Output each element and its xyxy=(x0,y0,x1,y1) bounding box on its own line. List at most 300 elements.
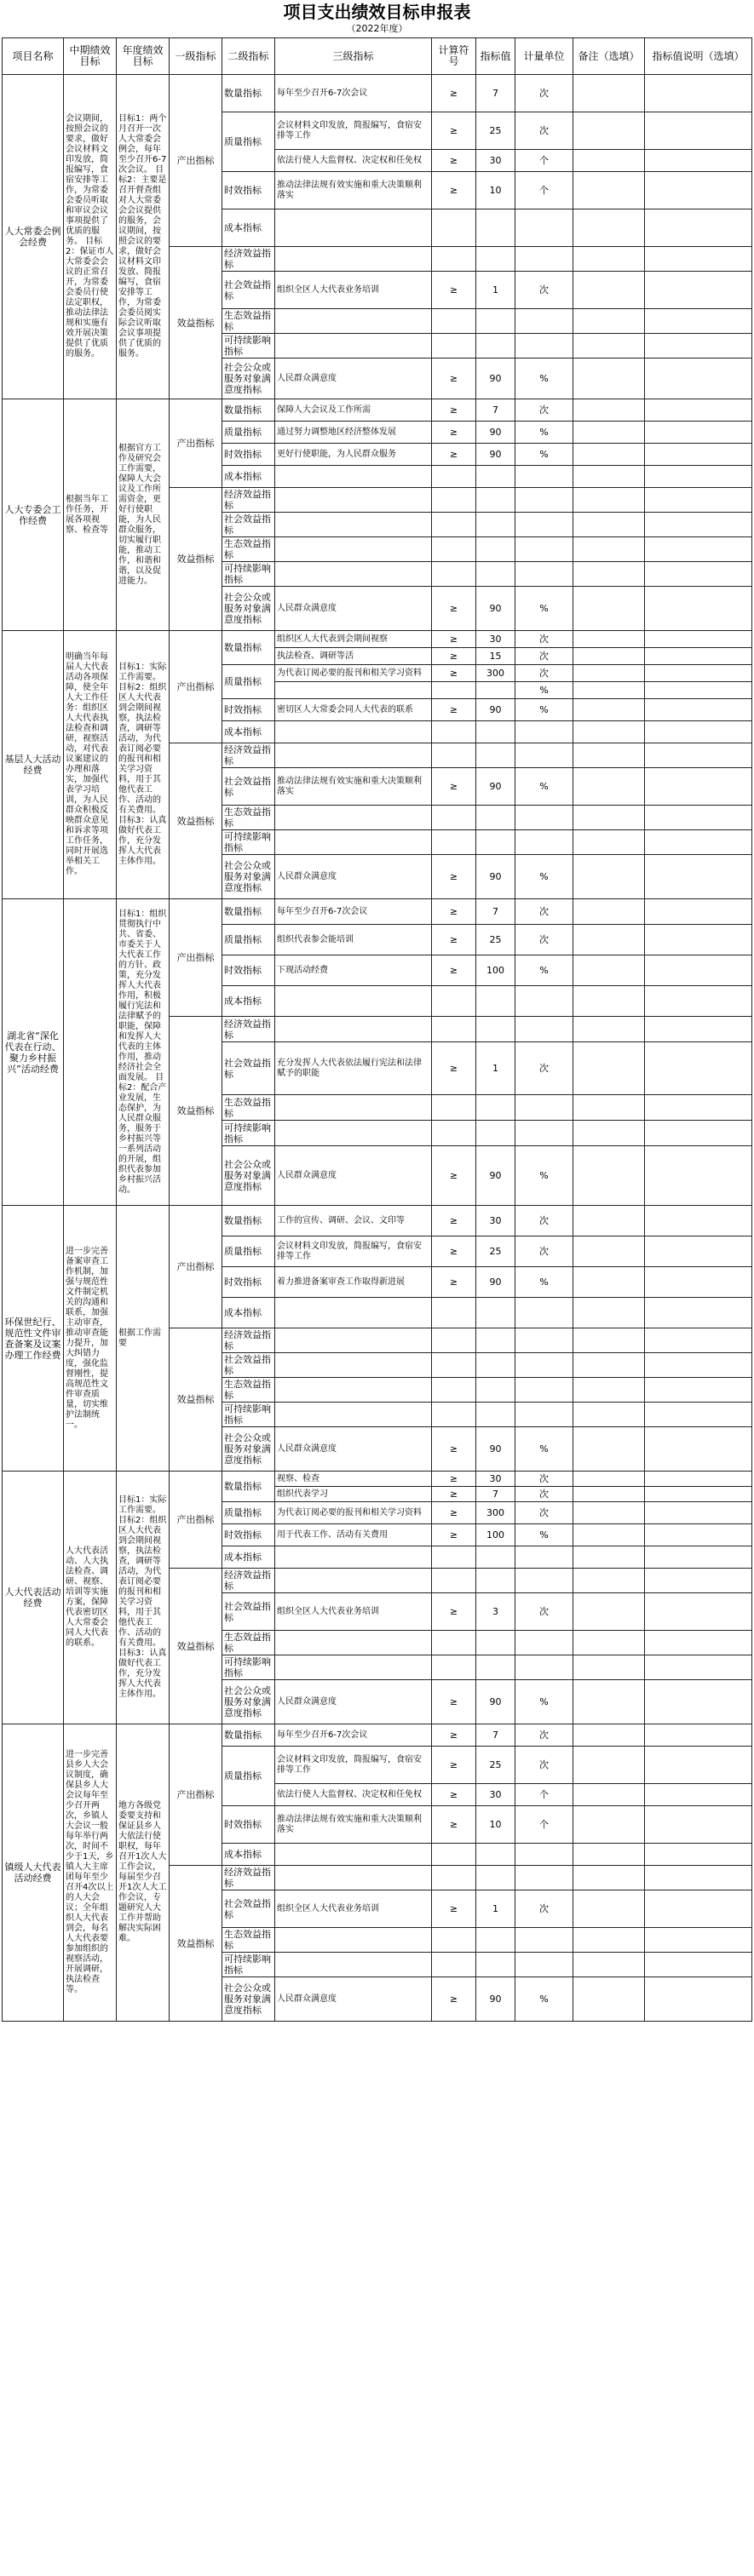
mid-term-goal-cell: 根据当年工作任务，开展各项视察、检查等 xyxy=(64,399,117,631)
value-description-cell xyxy=(645,925,752,955)
unit-cell: 次 xyxy=(515,631,573,648)
indicator-value-cell xyxy=(476,1353,515,1378)
level2-indicator-cell: 社会公众或服务对象满意度指标 xyxy=(222,1146,275,1206)
value-description-cell xyxy=(645,1784,752,1806)
value-description-cell xyxy=(645,587,752,631)
unit-cell: % xyxy=(515,587,573,631)
level2-indicator-cell: 数量指标 xyxy=(222,899,275,925)
level2-indicator-cell: 经济效益指标 xyxy=(222,1328,275,1353)
indicator-value-cell xyxy=(476,1378,515,1403)
operator-cell xyxy=(432,334,476,359)
indicator-value-cell: 30 xyxy=(476,1784,515,1806)
remark-cell xyxy=(573,855,645,899)
unit-cell: 次 xyxy=(515,112,573,150)
operator-cell xyxy=(432,1298,476,1328)
level1-indicator-cell: 产出指标 xyxy=(170,899,222,1017)
remark-cell xyxy=(573,631,645,648)
value-description-cell xyxy=(645,1017,752,1042)
value-description-cell xyxy=(645,1655,752,1680)
level2-indicator-cell: 生态效益指标 xyxy=(222,1631,275,1655)
level2-indicator-cell: 经济效益指标 xyxy=(222,488,275,513)
level2-indicator-cell: 社会效益指标 xyxy=(222,1042,275,1095)
unit-cell: % xyxy=(515,955,573,986)
value-description-cell xyxy=(645,172,752,209)
level3-indicator-cell: 着力推进备案审查工作取得新进展 xyxy=(275,1267,432,1298)
remark-cell xyxy=(573,1328,645,1353)
level2-indicator-cell: 社会效益指标 xyxy=(222,1593,275,1631)
level3-indicator-cell: 视察、检查 xyxy=(275,1472,432,1487)
operator-cell: ≥ xyxy=(432,955,476,986)
indicator-value-cell: 7 xyxy=(476,899,515,925)
indicator-value-cell xyxy=(476,334,515,359)
remark-cell xyxy=(573,986,645,1017)
unit-cell xyxy=(515,513,573,537)
operator-cell xyxy=(432,1569,476,1593)
operator-cell: ≥ xyxy=(432,587,476,631)
level3-indicator-cell xyxy=(275,1569,432,1593)
remark-cell xyxy=(573,1487,645,1502)
level1-indicator-cell: 效益指标 xyxy=(170,1866,222,2022)
level3-indicator-cell: 密切区人大常委会同人大代表的联系 xyxy=(275,699,432,721)
unit-cell: % xyxy=(515,1524,573,1546)
value-description-cell xyxy=(645,648,752,665)
operator-cell: ≥ xyxy=(432,1724,476,1747)
header-cell: 一级指标 xyxy=(170,38,222,75)
remark-cell xyxy=(573,830,645,855)
unit-cell xyxy=(515,1631,573,1655)
level3-indicator-cell: 组织全区人大代表业务培训 xyxy=(275,1890,432,1928)
operator-cell xyxy=(432,537,476,562)
level2-indicator-cell: 社会效益指标 xyxy=(222,1890,275,1928)
value-description-cell xyxy=(645,665,752,682)
indicator-value-cell xyxy=(476,830,515,855)
indicator-value-cell xyxy=(476,1631,515,1655)
level2-indicator-cell: 时效指标 xyxy=(222,1524,275,1546)
unit-cell: 次 xyxy=(515,1502,573,1524)
level2-indicator-cell: 质量指标 xyxy=(222,925,275,955)
level2-indicator-cell: 经济效益指标 xyxy=(222,247,275,272)
indicator-value-cell xyxy=(476,247,515,272)
level3-indicator-cell: 组织区人大代表到会期间视察 xyxy=(275,631,432,648)
remark-cell xyxy=(573,1121,645,1146)
level3-indicator-cell xyxy=(275,334,432,359)
value-description-cell xyxy=(645,1146,752,1206)
remark-cell xyxy=(573,1267,645,1298)
value-description-cell xyxy=(645,1121,752,1146)
remark-cell xyxy=(573,444,645,466)
operator-cell xyxy=(432,1655,476,1680)
level3-indicator-cell xyxy=(275,806,432,830)
indicator-value-cell xyxy=(476,743,515,768)
level2-indicator-cell: 数量指标 xyxy=(222,399,275,422)
indicator-value-cell: 7 xyxy=(476,75,515,112)
level2-indicator-cell: 数量指标 xyxy=(222,631,275,665)
value-description-cell xyxy=(645,1953,752,1977)
level3-indicator-cell xyxy=(275,682,432,699)
level2-indicator-cell: 可持续影响指标 xyxy=(222,1121,275,1146)
header-cell: 三级指标 xyxy=(275,38,432,75)
operator-cell xyxy=(432,466,476,488)
value-description-cell xyxy=(645,1890,752,1928)
level3-indicator-cell xyxy=(275,537,432,562)
operator-cell: ≥ xyxy=(432,272,476,309)
indicator-value-cell: 90 xyxy=(476,855,515,899)
level3-indicator-cell xyxy=(275,1121,432,1146)
operator-cell: ≥ xyxy=(432,112,476,150)
remark-cell xyxy=(573,682,645,699)
header-row xyxy=(3,38,752,75)
indicator-value-cell: 90 xyxy=(476,1680,515,1724)
operator-cell xyxy=(432,806,476,830)
operator-cell xyxy=(432,562,476,587)
level2-indicator-cell: 质量指标 xyxy=(222,1236,275,1267)
remark-cell xyxy=(573,899,645,925)
mid-term-goal-cell: 会议期间，按照会议的要求，做好会议材料文印发放，简报编写，食宿安排等工作，为常委会委员听取和审议会议事项提供了优质的服务。 目标2：保证市人大常委会会议的正常召开，为常委会委员行使法定职权，推动法律法规和实施有效开展决策提供了优质的服务。 xyxy=(64,75,117,399)
level2-indicator-cell: 社会公众或服务对象满意度指标 xyxy=(222,1977,275,2022)
indicator-value-cell xyxy=(476,1298,515,1328)
operator-cell: ≥ xyxy=(432,359,476,399)
unit-cell xyxy=(515,1928,573,1953)
table-row xyxy=(3,1724,752,1747)
level3-indicator-cell: 更好行使职能，为人民群众服务 xyxy=(275,444,432,466)
level2-indicator-cell: 社会效益指标 xyxy=(222,1353,275,1378)
level1-indicator-cell: 效益指标 xyxy=(170,247,222,399)
indicator-value-cell: 90 xyxy=(476,444,515,466)
level2-indicator-cell: 成本指标 xyxy=(222,1844,275,1866)
operator-cell: ≥ xyxy=(432,444,476,466)
level1-indicator-cell: 产出指标 xyxy=(170,399,222,488)
level2-indicator-cell: 生态效益指标 xyxy=(222,1095,275,1121)
remark-cell xyxy=(573,1146,645,1206)
level3-indicator-cell xyxy=(275,562,432,587)
value-description-cell xyxy=(645,743,752,768)
value-description-cell xyxy=(645,1928,752,1953)
remark-cell xyxy=(573,806,645,830)
indicator-value-cell: 90 xyxy=(476,1977,515,2022)
level3-indicator-cell: 充分发挥人大代表依法履行宪法和法律赋予的职能 xyxy=(275,1042,432,1095)
remark-cell xyxy=(573,272,645,309)
value-description-cell xyxy=(645,1487,752,1502)
value-description-cell xyxy=(645,75,752,112)
indicator-value-cell: 25 xyxy=(476,1236,515,1267)
header-cell: 计量单位 xyxy=(515,38,573,75)
level2-indicator-cell: 时效指标 xyxy=(222,955,275,986)
unit-cell xyxy=(515,247,573,272)
level2-indicator-cell: 时效指标 xyxy=(222,172,275,209)
level2-indicator-cell: 生态效益指标 xyxy=(222,806,275,830)
table-row xyxy=(3,1206,752,1236)
project-name-cell: 镇级人大代表活动经费 xyxy=(3,1724,64,2022)
table-body xyxy=(3,75,752,2022)
value-description-cell xyxy=(645,768,752,806)
indicator-value-cell: 30 xyxy=(476,1472,515,1487)
unit-cell: 次 xyxy=(515,1487,573,1502)
operator-cell: ≥ xyxy=(432,1680,476,1724)
indicator-value-cell: 25 xyxy=(476,925,515,955)
level3-indicator-cell: 组织代表学习 xyxy=(275,1487,432,1502)
performance-target-table xyxy=(2,37,752,2022)
remark-cell xyxy=(573,1631,645,1655)
operator-cell xyxy=(432,1631,476,1655)
operator-cell xyxy=(432,1844,476,1866)
unit-cell: % xyxy=(515,359,573,399)
indicator-value-cell: 100 xyxy=(476,955,515,986)
level1-indicator-cell: 效益指标 xyxy=(170,1017,222,1206)
unit-cell xyxy=(515,1353,573,1378)
indicator-value-cell: 1 xyxy=(476,272,515,309)
level2-indicator-cell: 经济效益指标 xyxy=(222,743,275,768)
unit-cell: 次 xyxy=(515,1042,573,1095)
value-description-cell xyxy=(645,112,752,150)
level3-indicator-cell: 工作的宣传、调研、会议、文印等 xyxy=(275,1206,432,1236)
level3-indicator-cell: 用于代表工作、活动有关费用 xyxy=(275,1524,432,1546)
remark-cell xyxy=(573,1017,645,1042)
operator-cell xyxy=(432,986,476,1017)
level2-indicator-cell: 数量指标 xyxy=(222,75,275,112)
operator-cell xyxy=(432,1403,476,1427)
indicator-value-cell: 30 xyxy=(476,150,515,172)
level1-indicator-cell: 产出指标 xyxy=(170,1724,222,1866)
unit-cell: 次 xyxy=(515,925,573,955)
remark-cell xyxy=(573,309,645,334)
remark-cell xyxy=(573,768,645,806)
unit-cell: 次 xyxy=(515,272,573,309)
indicator-value-cell: 300 xyxy=(476,665,515,682)
unit-cell: 次 xyxy=(515,75,573,112)
indicator-value-cell xyxy=(476,986,515,1017)
operator-cell: ≥ xyxy=(432,899,476,925)
level1-indicator-cell: 效益指标 xyxy=(170,1328,222,1472)
level3-indicator-cell: 组织代表参会能培训 xyxy=(275,925,432,955)
unit-cell: % xyxy=(515,1680,573,1724)
value-description-cell xyxy=(645,631,752,648)
mid-term-goal-cell: 明确当年每届人大代表活动各项保障，使全年人大工作任务：组织区人大代表执法检查和调研，视察活动，对代表议案建议的办理和落实，加强代表学习培训，为人民群众积极反映群众意见和诉求等项工作任务，同时开展选举相关工作。 xyxy=(64,631,117,899)
unit-cell xyxy=(515,1546,573,1569)
indicator-value-cell: 30 xyxy=(476,1206,515,1236)
remark-cell xyxy=(573,587,645,631)
level2-indicator-cell: 经济效益指标 xyxy=(222,1866,275,1890)
indicator-value-cell xyxy=(476,1569,515,1593)
level3-indicator-cell xyxy=(275,1844,432,1866)
indicator-value-cell: 90 xyxy=(476,359,515,399)
level3-indicator-cell xyxy=(275,1095,432,1121)
remark-cell xyxy=(573,1784,645,1806)
value-description-cell xyxy=(645,1977,752,2022)
level3-indicator-cell: 下现活动经费 xyxy=(275,955,432,986)
level2-indicator-cell: 社会效益指标 xyxy=(222,272,275,309)
remark-cell xyxy=(573,112,645,150)
level2-indicator-cell: 可持续影响指标 xyxy=(222,1403,275,1427)
level1-indicator-cell: 产出指标 xyxy=(170,1472,222,1569)
value-description-cell xyxy=(645,1236,752,1267)
level3-indicator-cell: 每年至少召开6-7次会议 xyxy=(275,75,432,112)
unit-cell xyxy=(515,1121,573,1146)
unit-cell xyxy=(515,1378,573,1403)
level3-indicator-cell xyxy=(275,309,432,334)
operator-cell xyxy=(432,1928,476,1953)
remark-cell xyxy=(573,359,645,399)
value-description-cell xyxy=(645,955,752,986)
indicator-value-cell: 90 xyxy=(476,422,515,444)
level3-indicator-cell xyxy=(275,247,432,272)
level2-indicator-cell: 生态效益指标 xyxy=(222,1378,275,1403)
level2-indicator-cell: 社会公众或服务对象满意度指标 xyxy=(222,359,275,399)
remark-cell xyxy=(573,1042,645,1095)
remark-cell xyxy=(573,466,645,488)
operator-cell xyxy=(432,1121,476,1146)
remark-cell xyxy=(573,1680,645,1724)
operator-cell: ≥ xyxy=(432,1593,476,1631)
value-description-cell xyxy=(645,537,752,562)
level2-indicator-cell: 质量指标 xyxy=(222,1747,275,1806)
operator-cell: ≥ xyxy=(432,925,476,955)
value-description-cell xyxy=(645,986,752,1017)
operator-cell xyxy=(432,488,476,513)
operator-cell xyxy=(432,1953,476,1977)
operator-cell: ≥ xyxy=(432,1784,476,1806)
value-description-cell xyxy=(645,1569,752,1593)
level2-indicator-cell: 可持续影响指标 xyxy=(222,830,275,855)
indicator-value-cell: 90 xyxy=(476,1146,515,1206)
operator-cell xyxy=(432,682,476,699)
level3-indicator-cell xyxy=(275,1546,432,1569)
unit-cell: % xyxy=(515,1427,573,1472)
header-cell: 指标值 xyxy=(476,38,515,75)
level3-indicator-cell xyxy=(275,830,432,855)
level3-indicator-cell: 推动法律法规有效实施和重大决策顺利落实 xyxy=(275,1806,432,1844)
level2-indicator-cell: 质量指标 xyxy=(222,422,275,444)
unit-cell: % xyxy=(515,1267,573,1298)
indicator-value-cell: 1 xyxy=(476,1042,515,1095)
level3-indicator-cell: 保障人大会议及工作所需 xyxy=(275,399,432,422)
indicator-value-cell xyxy=(476,537,515,562)
indicator-value-cell: 3 xyxy=(476,1593,515,1631)
remark-cell xyxy=(573,699,645,721)
level2-indicator-cell: 成本指标 xyxy=(222,209,275,247)
operator-cell: ≥ xyxy=(432,1042,476,1095)
unit-cell: 次 xyxy=(515,648,573,665)
value-description-cell xyxy=(645,562,752,587)
value-description-cell xyxy=(645,1546,752,1569)
project-name-cell: 环保世纪行、规范性文件审查备案及议案办理工作经费 xyxy=(3,1206,64,1472)
unit-cell xyxy=(515,309,573,334)
level2-indicator-cell: 时效指标 xyxy=(222,1267,275,1298)
remark-cell xyxy=(573,488,645,513)
level2-indicator-cell: 经济效益指标 xyxy=(222,1017,275,1042)
unit-cell: 个 xyxy=(515,1784,573,1806)
unit-cell xyxy=(515,537,573,562)
value-description-cell xyxy=(645,1427,752,1472)
value-description-cell xyxy=(645,1042,752,1095)
remark-cell xyxy=(573,1977,645,2022)
indicator-value-cell: 1 xyxy=(476,1890,515,1928)
unit-cell xyxy=(515,1844,573,1866)
operator-cell xyxy=(432,1546,476,1569)
unit-cell: 次 xyxy=(515,1206,573,1236)
indicator-value-cell: 90 xyxy=(476,768,515,806)
remark-cell xyxy=(573,1353,645,1378)
indicator-value-cell xyxy=(476,1844,515,1866)
level2-indicator-cell: 数量指标 xyxy=(222,1724,275,1747)
remark-cell xyxy=(573,925,645,955)
indicator-value-cell: 7 xyxy=(476,1487,515,1502)
indicator-value-cell xyxy=(476,513,515,537)
unit-cell xyxy=(515,466,573,488)
level2-indicator-cell: 质量指标 xyxy=(222,665,275,699)
indicator-value-cell xyxy=(476,1928,515,1953)
indicator-value-cell: 30 xyxy=(476,631,515,648)
level3-indicator-cell xyxy=(275,1017,432,1042)
operator-cell: ≥ xyxy=(432,1806,476,1844)
level3-indicator-cell xyxy=(275,1953,432,1977)
remark-cell xyxy=(573,1806,645,1844)
remark-cell xyxy=(573,1844,645,1866)
value-description-cell xyxy=(645,1631,752,1655)
unit-cell: 次 xyxy=(515,1472,573,1487)
mid-term-goal-cell xyxy=(64,899,117,1206)
header-cell: 备注（选填） xyxy=(573,38,645,75)
operator-cell xyxy=(432,1353,476,1378)
indicator-value-cell: 300 xyxy=(476,1502,515,1524)
level3-indicator-cell xyxy=(275,1353,432,1378)
level2-indicator-cell: 成本指标 xyxy=(222,466,275,488)
value-description-cell xyxy=(645,209,752,247)
indicator-value-cell: 90 xyxy=(476,1427,515,1472)
operator-cell: ≥ xyxy=(432,1747,476,1784)
remark-cell xyxy=(573,334,645,359)
indicator-value-cell: 90 xyxy=(476,1267,515,1298)
level2-indicator-cell: 经济效益指标 xyxy=(222,1569,275,1593)
annual-goal-cell: 地方各级党委要支持和保证县乡人大依法行使职权，每年召开1次人大工作会议，每届至少召开1次人大工作会议，专题研究人大工作并帮助解决实际困难。 xyxy=(117,1724,170,2022)
header-cell: 中期绩效目标 xyxy=(64,38,117,75)
table-row xyxy=(3,1472,752,1487)
value-description-cell xyxy=(645,1328,752,1353)
unit-cell xyxy=(515,1403,573,1427)
unit-cell xyxy=(515,1953,573,1977)
level1-indicator-cell: 效益指标 xyxy=(170,743,222,899)
level3-indicator-cell xyxy=(275,1328,432,1353)
level1-indicator-cell: 产出指标 xyxy=(170,75,222,247)
remark-cell xyxy=(573,1298,645,1328)
table-row xyxy=(3,899,752,925)
level2-indicator-cell: 成本指标 xyxy=(222,986,275,1017)
unit-cell: % xyxy=(515,444,573,466)
operator-cell: ≥ xyxy=(432,768,476,806)
value-description-cell xyxy=(645,1403,752,1427)
value-description-cell xyxy=(645,466,752,488)
level3-indicator-cell: 组织全区人大代表业务培训 xyxy=(275,1593,432,1631)
value-description-cell xyxy=(645,682,752,699)
level3-indicator-cell xyxy=(275,1631,432,1655)
indicator-value-cell: 90 xyxy=(476,699,515,721)
operator-cell: ≥ xyxy=(432,1146,476,1206)
level3-indicator-cell: 为代表订阅必要的报刊和相关学习资料 xyxy=(275,1502,432,1524)
operator-cell xyxy=(432,721,476,743)
unit-cell xyxy=(515,1095,573,1121)
level1-indicator-cell: 产出指标 xyxy=(170,631,222,743)
level3-indicator-cell: 会议材料文印发放，简报编写，食宿安排等工作 xyxy=(275,1236,432,1267)
remark-cell xyxy=(573,1472,645,1487)
unit-cell: % xyxy=(515,699,573,721)
level3-indicator-cell xyxy=(275,513,432,537)
level2-indicator-cell: 社会公众或服务对象满意度指标 xyxy=(222,587,275,631)
unit-cell xyxy=(515,830,573,855)
remark-cell xyxy=(573,1890,645,1928)
indicator-value-cell: 90 xyxy=(476,587,515,631)
value-description-cell xyxy=(645,1844,752,1866)
indicator-value-cell: 10 xyxy=(476,172,515,209)
operator-cell xyxy=(432,513,476,537)
